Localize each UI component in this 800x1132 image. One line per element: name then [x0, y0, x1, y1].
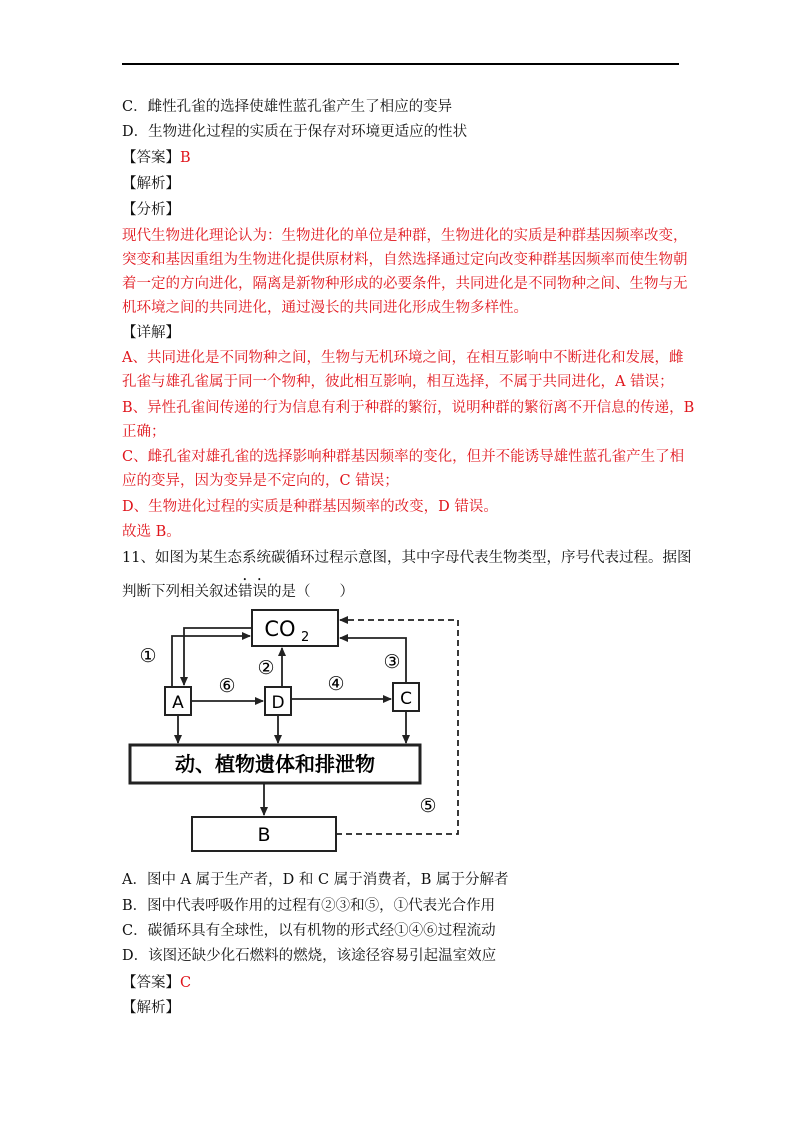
detail-line: B、异性孔雀间传递的行为信息有利于种群的繁衍，说明种群的繁衍离不开信息的传递，B — [122, 400, 695, 416]
answer-tag: 【答案】 — [122, 150, 180, 166]
detail-line: 应的变异，因为变异是不定向的，C 错误； — [122, 473, 399, 489]
answer-tag: 【答案】 — [122, 975, 180, 991]
detail-line: C、雌孔雀对雄孔雀的选择影响种群基因频率的变化，但并不能诱导雄性蓝孔雀产生了相 — [122, 449, 685, 465]
xiangjie-tag: 【详解】 — [122, 325, 180, 341]
detail-line: 孔雀与雄孔雀属于同一个物种，彼此相互影响，相互选择，不属于共同进化，A 错误； — [122, 374, 674, 390]
label-1: ① — [139, 645, 157, 667]
answer-line-q11 — [122, 973, 191, 993]
co2-label: CO — [264, 617, 296, 641]
conclusion-line: 故选 B。 — [122, 524, 181, 540]
answer-value: B — [180, 150, 191, 166]
detail-line: A、共同进化是不同物种之间，生物与无机环境之间，在相互影响中不断进化和发展，雌 — [122, 350, 684, 366]
node-d-label: D — [271, 693, 285, 713]
jiexi-tag-q11: 【解析】 — [122, 1000, 180, 1016]
question-11-stem-2: 判断下列相关叙述错误的是（ ） — [122, 584, 354, 600]
option-d-prev: D．生物进化过程的实质在于保存对环境更适应的性状 — [122, 124, 468, 140]
detail-line: D、生物进化过程的实质是种群基因频率的改变，D 错误。 — [122, 499, 498, 515]
answer-value: C — [180, 975, 192, 991]
detail-line: 正确； — [122, 424, 166, 440]
node-c-label: C — [400, 689, 412, 709]
fenxi-tag: 【分析】 — [122, 202, 180, 218]
label-6: ⑥ — [218, 675, 236, 697]
question-11-stem: 11、如图为某生态系统碳循环过程示意图，其中字母代表生物类型，序号代表过程。据图 — [122, 550, 692, 566]
answer-line-q10 — [122, 148, 191, 168]
header-rule — [122, 63, 679, 65]
label-5: ⑤ — [419, 795, 437, 817]
analysis-line: 着一定的方向进化，隔离是新物种形成的必要条件，共同进化是不同物种之间、生物与无 — [122, 276, 688, 292]
analysis-line: 突变和基因重组为生物进化提供原材料，自然选择通过定向改变种群基因频率而使生物朝 — [122, 252, 688, 268]
node-a-label: A — [172, 693, 184, 713]
option-c: C．碳循环具有全球性，以有机物的形式经①④⑥过程流动 — [122, 923, 496, 939]
option-d: D．该图还缺少化石燃料的燃烧，该途径容易引起温室效应 — [122, 948, 497, 964]
label-2: ② — [257, 657, 275, 679]
option-c-prev: C．雌性孔雀的选择使雄性蓝孔雀产生了相应的变异 — [122, 99, 453, 115]
option-a: A．图中 A 属于生产者，D 和 C 属于消费者，B 属于分解者 — [122, 872, 509, 888]
remains-label: 动、植物遗体和排泄物 — [175, 752, 375, 776]
analysis-line: 现代生物进化理论认为：生物进化的单位是种群，生物进化的实质是种群基因频率改变， — [122, 228, 688, 244]
co2-subscript: 2 — [301, 630, 310, 645]
option-b: B．图中代表呼吸作用的过程有②③和⑤，①代表光合作用 — [122, 898, 496, 914]
emphasis-word: 错误 — [238, 584, 267, 600]
node-b-label: B — [257, 824, 271, 846]
label-3: ③ — [383, 651, 401, 673]
carbon-cycle-diagram — [120, 600, 470, 855]
label-4: ④ — [327, 673, 345, 695]
jiexi-tag: 【解析】 — [122, 176, 180, 192]
analysis-line: 机环境之间的共同进化，通过漫长的共同进化形成生物多样性。 — [122, 300, 528, 316]
